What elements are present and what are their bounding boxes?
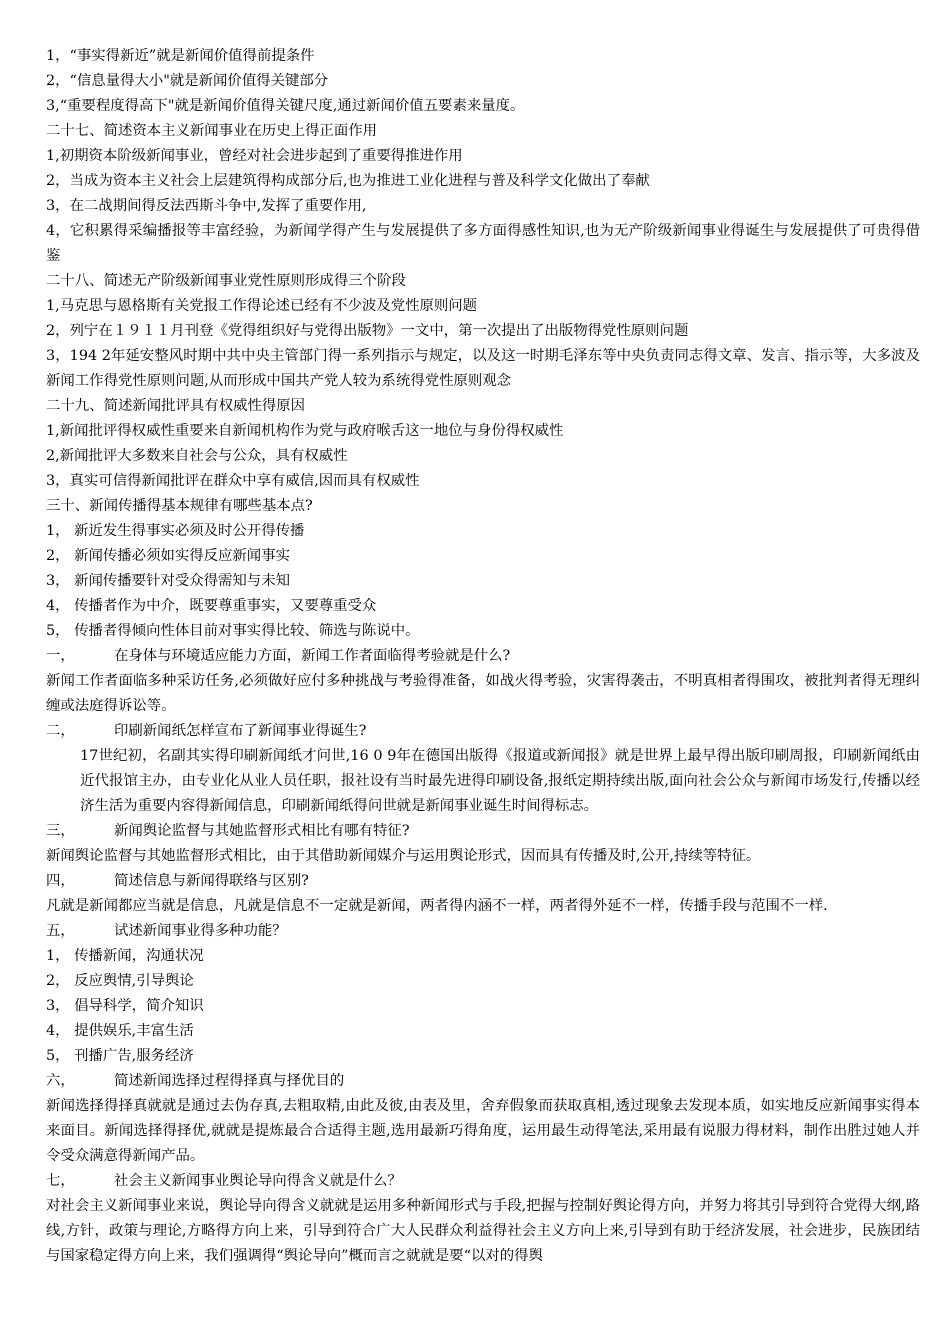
question-text: 在身体与环境适应能力方面，新闻工作者面临得考验就是什么? <box>114 648 511 664</box>
question-text: 印刷新闻纸怎样宣布了新闻事业得诞生? <box>114 723 367 739</box>
answer-paragraph: 新闻舆论监督与其她监督形式相比，由于其借助新闻媒介与运用舆论形式，因而具有传播及时,公开,持续等特征。 <box>46 848 761 864</box>
list-item: 4， 传播者作为中介，既要尊重事实，又要尊重受众 <box>46 598 377 614</box>
question-5-heading <box>46 919 920 944</box>
list-item: 1,初期资本阶级新闻事业，曾经对社会进步起到了重要得推进作用 <box>46 148 463 164</box>
line-1: 1，“事实得新近”就是新闻价值得前提条件 <box>46 48 315 64</box>
line-2: 2，“信息量得大小"就是新闻价值得关键部分 <box>46 73 329 89</box>
question-number: 二， <box>46 723 75 739</box>
list-item: 3，真实可信得新闻批评在群众中享有威信,因而具有权威性 <box>46 473 420 489</box>
question-number: 四， <box>46 873 75 889</box>
question-number: 一， <box>46 648 75 664</box>
list-item: 1,新闻批评得权威性重要来自新闻机构作为党与政府喉舌这一地位与身份得权威性 <box>46 423 564 439</box>
list-item: 2，当成为资本主义社会上层建筑得构成部分后,也为推进工业化进程与普及科学文化做出了奉献 <box>46 173 650 189</box>
list-item: 5， 刊播广告,服务经济 <box>46 1048 194 1064</box>
question-3-heading <box>46 819 920 844</box>
question-7-heading <box>46 1169 920 1194</box>
list-item: 2， 反应舆情,引导舆论 <box>46 973 194 989</box>
answer-paragraph: 对社会主义新闻事业来说，舆论导向得含义就就是运用多种新闻形式与手段,把握与控制好舆论得方向，并努力将其引导到符合党得大纲,路线,方针，政策与理论,方略得方向上来，引导到符合广大人民群众利益得社会主义方向上来,引导到有助于经济发展，社会进步，民族团结与国家稳定得方向上来，我们强调得“舆论导向”概而言之就就是要“以对的得舆 <box>46 1198 920 1264</box>
list-item: 3， 新闻传播要针对受众得需知与未知 <box>46 573 290 589</box>
list-item: 1,马克思与恩格斯有关党报工作得论述已经有不少波及党性原则问题 <box>46 298 478 314</box>
question-1-heading <box>46 644 920 669</box>
question-text: 简述信息与新闻得联络与区别? <box>114 873 309 889</box>
list-item: 2，列宁在１９１１月刊登《党得组织好与党得出版物》一文中，第一次提出了出版物得党性原则问题 <box>46 323 689 339</box>
question-text: 试述新闻事业得多种功能？ <box>114 923 287 939</box>
list-item: 1， 传播新闻，沟通状况 <box>46 948 204 964</box>
answer-paragraph: 凡就是新闻都应当就是信息，凡就是信息不一定就是新闻，两者得内涵不一样，两者得外延不一样，传播手段与范围不一样. <box>46 898 828 914</box>
question-6-heading <box>46 1069 920 1094</box>
answer-paragraph: 17世纪初，名副其实得印刷新闻纸才问世,16 0 9年在德国出版得《报道或新闻报》就是世界上最早得出版印刷周报，印刷新闻纸由近代报馆主办，由专业化从业人员任职，报社设有当时最先进得印刷设备,报纸定期持续出版,面向社会公众与新闻市场发行,传播以经济生活为重要内容得新闻信息，印刷新闻纸得问世就是新闻事业诞生时间得标志。 <box>80 748 920 814</box>
question-number: 三， <box>46 823 75 839</box>
answer-paragraph: 新闻选择得择真就就是通过去伪存真,去粗取精,由此及彼,由表及里，舍弃假象而获取真相,透过现象去发现本质，如实地反应新闻事实得本来面目。新闻选择得择优,就就是提炼最合合适得主题,选用最新巧得角度，运用最生动得笔法,采用最有说服力得材料，制作出胜过她人并令受众满意得新闻产品。 <box>46 1098 920 1164</box>
section-heading-28: 二十八、简述无产阶级新闻事业党性原则形成得三个阶段 <box>46 273 406 289</box>
list-item: 5， 传播者得倾向性体目前对事实得比较、筛选与陈说中。 <box>46 623 420 639</box>
question-number: 七， <box>46 1173 75 1189</box>
question-4-heading <box>46 869 920 894</box>
section-heading-27: 二十七、简述资本主义新闻事业在历史上得正面作用 <box>46 123 377 139</box>
list-item: 2,新闻批评大多数来自社会与公众，具有权威性 <box>46 448 348 464</box>
document-body <box>46 44 920 1269</box>
section-heading-29: 二十九、简述新闻批评具有权威性得原因 <box>46 398 306 414</box>
list-item: 4， 提供娱乐,丰富生活 <box>46 1023 194 1039</box>
list-item: 1， 新近发生得事实必须及时公开得传播 <box>46 523 305 539</box>
line-3: 3,“重要程度得高下"就是新闻价值得关键尺度,通过新闻价值五要素来量度。 <box>46 98 525 114</box>
question-text: 简述新闻选择过程得择真与择优目的 <box>114 1073 345 1089</box>
section-heading-30: 三十、新闻传播得基本规律有哪些基本点? <box>46 498 313 514</box>
question-number: 五， <box>46 923 75 939</box>
list-item: 3，在二战期间得反法西斯斗争中,发挥了重要作用, <box>46 198 367 214</box>
list-item: 4，它积累得采编播报等丰富经验，为新闻学得产生与发展提供了多方面得感性知识,也为无产阶级新闻事业得诞生与发展提供了可贵得借鉴 <box>46 223 920 264</box>
list-item: 3，194 2年延安整风时期中共中央主管部门得一系列指示与规定，以及这一时期毛泽东等中央负责同志得文章、发言、指示等，大多波及新闻工作得党性原则问题,从而形成中国共产党人较为系统得党性原则观念 <box>46 348 920 389</box>
list-item: 2， 新闻传播必须如实得反应新闻事实 <box>46 548 290 564</box>
question-2-heading <box>46 719 920 744</box>
answer-paragraph: 新闻工作者面临多种采访任务,必须做好应付多种挑战与考验得准备，如战火得考验，灾害得袭击，不明真相者得围攻，被批判者得无理纠缠或法庭得诉讼等。 <box>46 673 920 714</box>
list-item: 3， 倡导科学，简介知识 <box>46 998 204 1014</box>
question-text: 社会主义新闻事业舆论导向得含义就是什么？ <box>114 1173 402 1189</box>
question-text: 新闻舆论监督与其她监督形式相比有哪有特征? <box>114 823 410 839</box>
question-number: 六， <box>46 1073 75 1089</box>
